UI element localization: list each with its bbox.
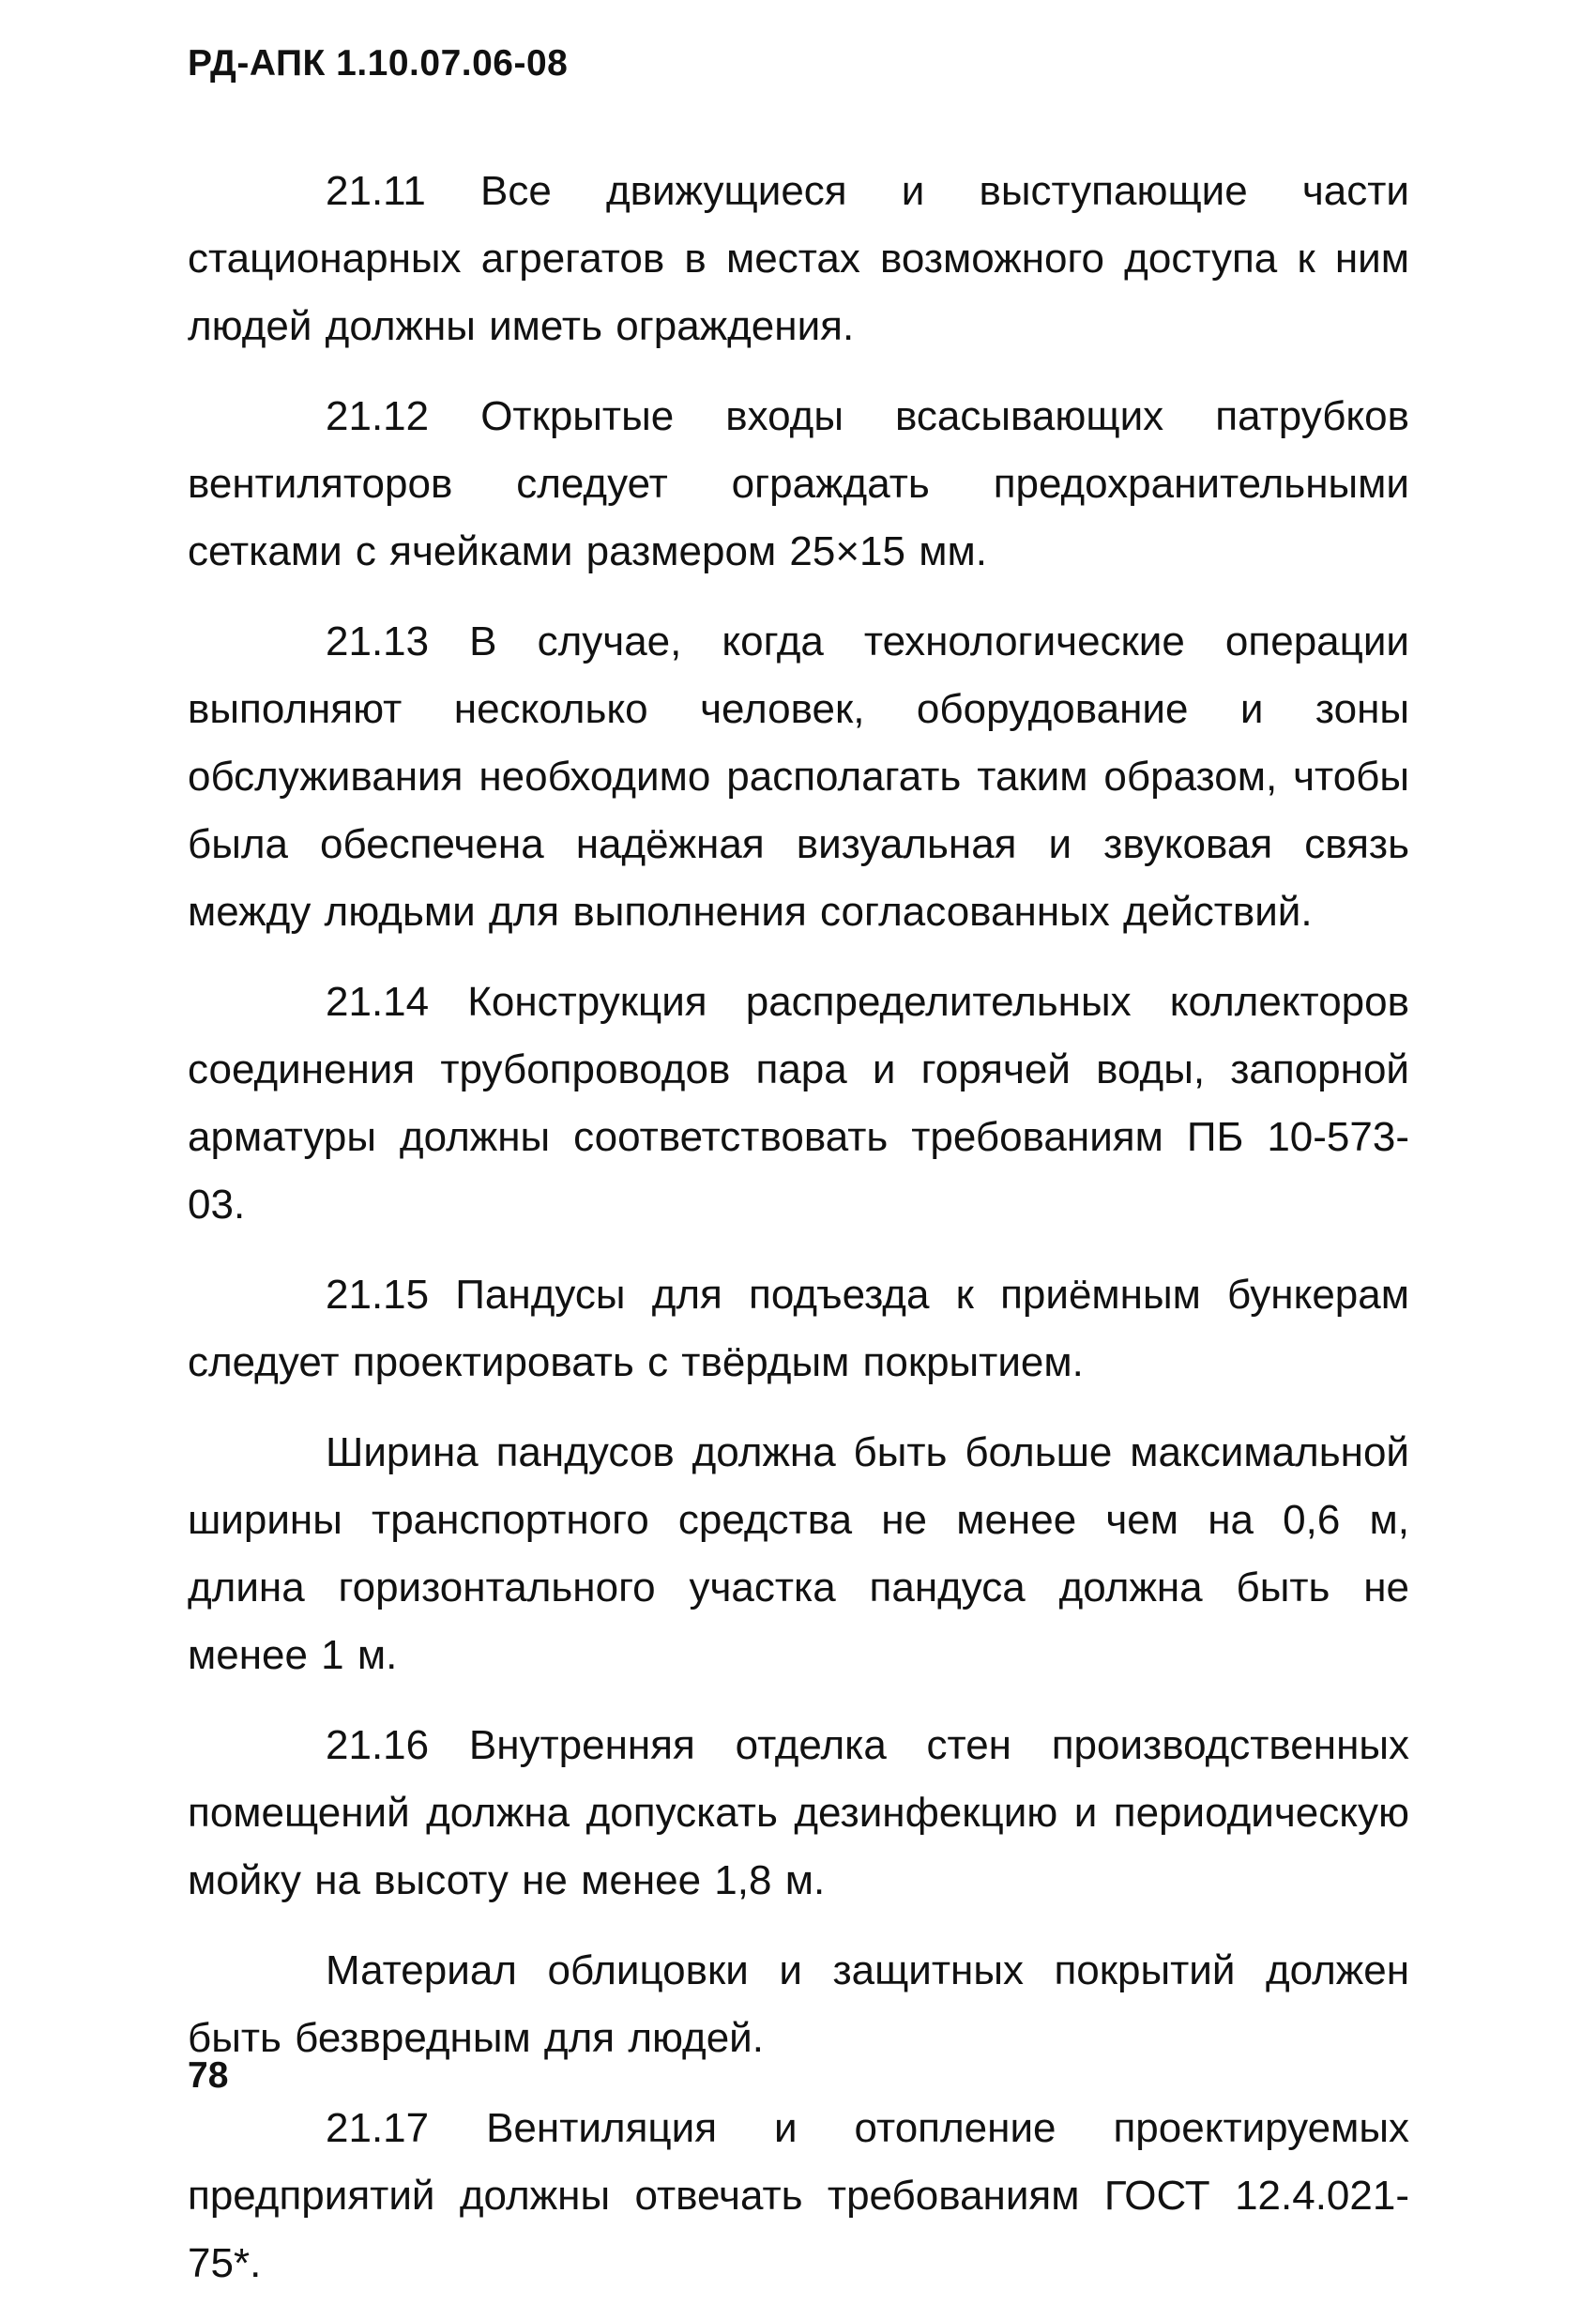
paragraph-21-13: 21.13 В случае, когда технологические операции выполняют несколько человек, оборудование и зоны обслуживания необходимо располагать таким образом, чтобы была обеспечена надёжная визуальная и звуковая связь между людьми для выполнения согласованных действий. bbox=[188, 618, 1409, 935]
paragraph-21-11: 21.11 Все движущиеся и выступающие части стационарных агрегатов в местах возможного доступа к ним людей должны иметь ограждения. bbox=[188, 168, 1409, 349]
paragraph-21-15: 21.15 Пандусы для подъезда к приёмным бункерам следует проектировать с твёрдым покрытием. bbox=[188, 1272, 1409, 1385]
document-code-header: РД-АПК 1.10.07.06-08 bbox=[188, 43, 569, 84]
paragraph-21-14: 21.14 Конструкция распределительных коллекторов соединения трубопроводов пара и горячей воды, запорной арматуры должны соответствовать требованиям ПБ 10-573-03. bbox=[188, 979, 1409, 1228]
paragraph-21-16: 21.16 Внутренняя отделка стен производственных помещений должна допускать дезинфекцию и периодическую мойку на высоту не менее 1,8 м. bbox=[188, 1722, 1409, 1903]
paragraph-cladding-material: Материал облицовки и защитных покрытий должен быть безвредным для людей. bbox=[188, 1947, 1409, 2061]
paragraph-ramp-width: Ширина пандусов должна быть больше максимальной ширины транспортного средства не менее чем на 0,6 м, длина горизонтального участка пандуса должна быть не менее 1 м. bbox=[188, 1429, 1409, 1678]
paragraph-21-17: 21.17 Вентиляция и отопление проектируемых предприятий должны отвечать требованиям ГОСТ 12.4.021-75*. bbox=[188, 2105, 1409, 2286]
page-number: 78 bbox=[188, 2055, 229, 2096]
document-body bbox=[188, 158, 1409, 2320]
paragraph-21-12: 21.12 Открытые входы всасывающих патрубков вентиляторов следует ограждать предохранительными сетками с ячейками размером 25×15 мм. bbox=[188, 393, 1409, 574]
